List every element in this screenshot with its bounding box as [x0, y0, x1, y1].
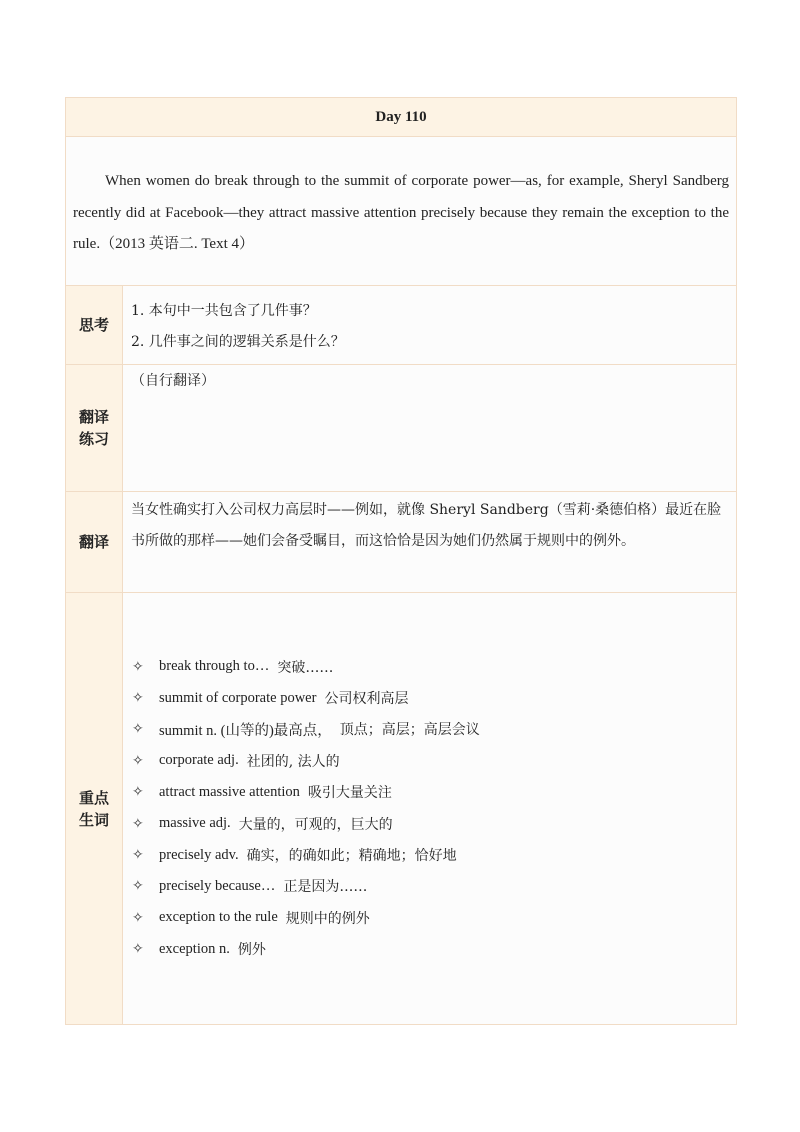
vocab-term: precisely because… — [159, 877, 276, 894]
list-item — [132, 777, 736, 808]
vocab-meaning: 确实，的确如此；精确地；恰好地 — [246, 848, 457, 865]
vocab-term: exception n. — [159, 940, 230, 957]
translation-label: 翻译 — [66, 492, 123, 592]
vocab-section — [66, 592, 736, 1024]
translation-section — [66, 491, 736, 592]
think-section — [66, 285, 736, 364]
list-item — [132, 714, 736, 745]
list-item — [132, 839, 736, 870]
diamond-bullet-icon: ✧ — [132, 690, 144, 707]
vocab-meaning: 顶点；高层；高层会议 — [339, 722, 480, 739]
vocab-term: summit n. (山等的)最高点， — [159, 722, 332, 739]
vocab-meaning: 突破…… — [277, 659, 334, 676]
vocab-term: break through to… — [159, 658, 270, 675]
vocab-meaning: 公司权利高层 — [324, 691, 409, 708]
think-label: 思考 — [66, 286, 123, 364]
vocab-term: corporate adj. — [159, 752, 239, 769]
vocab-term: massive adj. — [159, 815, 231, 832]
vocab-meaning: 吸引大量关注 — [307, 785, 392, 802]
diamond-bullet-icon: ✧ — [132, 658, 144, 675]
vocab-label — [66, 593, 123, 1024]
list-item — [132, 682, 736, 713]
diamond-bullet-icon: ✧ — [132, 784, 144, 801]
page-title: Day 110 — [66, 98, 736, 136]
translation-text: 当女性确实打入公司权力高层时——例如，就像 Sheryl Sandberg（雪莉·桑德伯格）最近在脸书所做的那样——她们会备受瞩目，而这恰恰是因为她们仍然属于规则中的例外。 — [123, 492, 736, 592]
practice-label-line2: 练习 — [78, 430, 109, 448]
vocab-meaning: 社团的, 法人的 — [246, 753, 340, 770]
practice-label-line1: 翻译 — [78, 408, 109, 426]
vocab-meaning: 规则中的例外 — [285, 910, 370, 927]
diamond-bullet-icon: ✧ — [132, 847, 144, 864]
diamond-bullet-icon: ✧ — [132, 941, 144, 958]
question-2: 2. 几件事之间的逻辑关系是什么？ — [131, 334, 345, 350]
vocab-label-line2: 生词 — [78, 810, 109, 829]
list-item — [132, 651, 736, 682]
practice-label — [66, 365, 123, 491]
vocab-term: precisely adv. — [159, 846, 239, 863]
vocab-label-line1: 重点 — [78, 788, 109, 807]
study-card — [65, 97, 737, 1025]
diamond-bullet-icon: ✧ — [132, 752, 144, 769]
diamond-bullet-icon: ✧ — [132, 878, 144, 895]
diamond-bullet-icon: ✧ — [132, 721, 144, 738]
diamond-bullet-icon: ✧ — [132, 815, 144, 832]
think-questions — [123, 286, 736, 364]
vocab-meaning: 例外 — [237, 942, 266, 959]
vocab-term: summit of corporate power — [159, 689, 317, 706]
passage-text: When women do break through to the summit of corporate power—as, for example, Sheryl Sandberg recently did at Facebook—they attract massive attention precisely because they remain the exception to the rule.（2013 英语二. Text 4） — [73, 173, 729, 252]
question-1: 1. 本句中一共包含了几件事？ — [131, 303, 317, 319]
diamond-bullet-icon: ✧ — [132, 909, 144, 926]
list-item — [132, 871, 736, 902]
vocab-term: attract massive attention — [159, 783, 300, 800]
list-item — [132, 934, 736, 965]
practice-text: （自行翻译） — [123, 365, 736, 491]
practice-section — [66, 364, 736, 491]
list-item — [132, 808, 736, 839]
vocab-term: exception to the rule — [159, 909, 278, 926]
list-item — [132, 902, 736, 933]
passage-section — [66, 136, 736, 285]
list-item — [132, 745, 736, 776]
vocab-meaning: 大量的，可观的，巨大的 — [238, 816, 393, 833]
vocab-list — [123, 593, 736, 1024]
vocab-meaning: 正是因为…… — [283, 879, 368, 896]
